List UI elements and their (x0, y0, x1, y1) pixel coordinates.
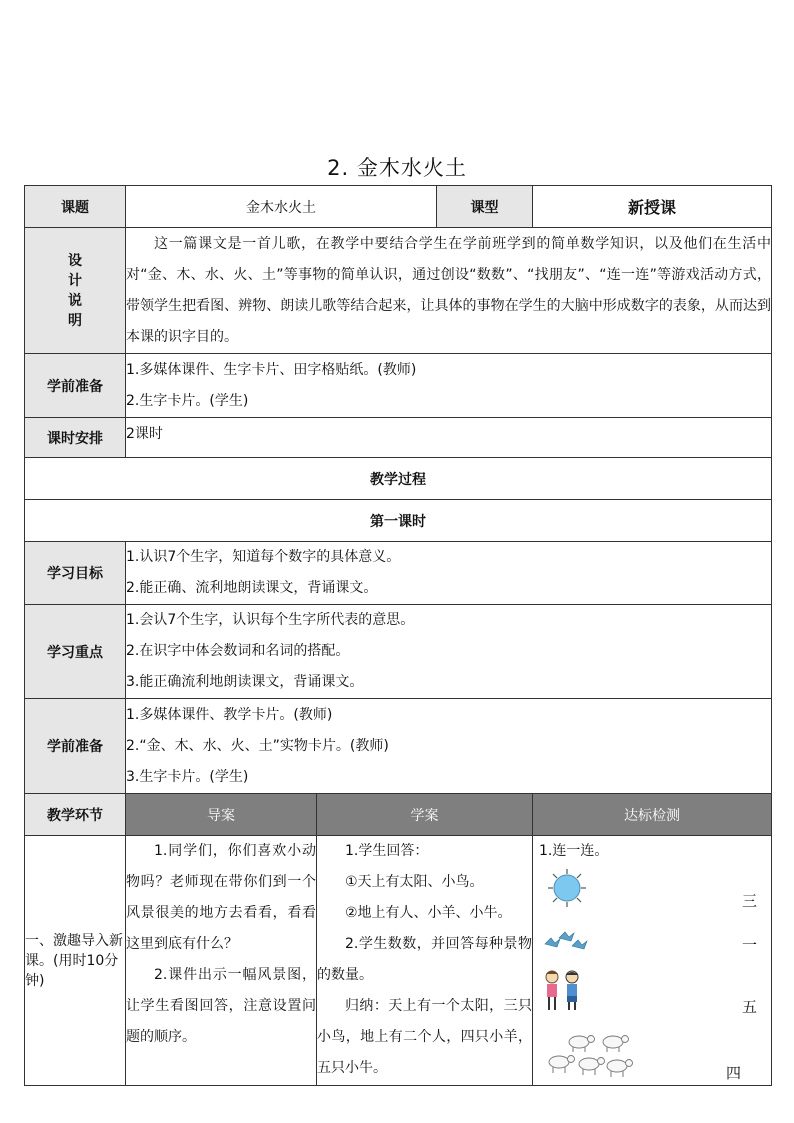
stage-cell: 一、激趣导入新课。(用时10分钟) (25, 836, 126, 1086)
check-number: 三 (741, 892, 757, 910)
schedule-text: 2课时 (126, 426, 163, 442)
design-row (25, 228, 772, 354)
design-label (25, 228, 126, 354)
design-label-char: 设 (68, 252, 82, 269)
check-number: 五 (741, 998, 757, 1016)
design-label-char: 计 (68, 272, 82, 289)
check-title: 1.连一连。 (539, 843, 609, 859)
lesson-plan-table (24, 185, 772, 1086)
guide-paragraph: 1.同学们，你们喜欢小动物吗？老师现在带你们到一个风景很美的地方去看看，看看这里到底有什么？ (126, 843, 316, 952)
study-paragraph: 归纳：天上有一个太阳，三只小鸟，地上有二个人，四只小羊，五只小牛。 (317, 998, 532, 1076)
guide-header: 导案 (126, 794, 317, 836)
list-item: 3.能正确流利地朗读课文，背诵课文。 (126, 674, 364, 690)
lesson-title: 第一课时 (25, 500, 772, 542)
list-item: 2.能正确、流利地朗读课文，背诵课文。 (126, 580, 378, 596)
list-item: 2.在识字中体会数词和名词的搭配。 (126, 643, 350, 659)
study-header: 学案 (317, 794, 533, 836)
children-icon (541, 970, 583, 1014)
prep2-items (126, 699, 772, 794)
study-paragraph: 1.学生回答： (345, 843, 429, 859)
goals-items (126, 542, 772, 605)
prep2-label: 学前准备 (25, 699, 126, 794)
check-number: 四 (725, 1064, 741, 1082)
table-row (25, 836, 772, 1086)
list-item: 1.多媒体课件、教学卡片。(教师) (126, 706, 333, 723)
columns-header-row (25, 794, 772, 836)
design-label-char: 明 (68, 312, 82, 329)
keypoints-items (126, 605, 772, 699)
birds-icon (543, 930, 589, 952)
study-paragraph: ②地上有人、小羊、小牛。 (345, 905, 512, 921)
process-title-row (25, 458, 772, 500)
guide-cell (126, 836, 317, 1086)
prep1-items (126, 354, 772, 418)
prep1-label: 学前准备 (25, 354, 126, 418)
sun-icon (547, 868, 587, 908)
process-title: 教学过程 (25, 458, 772, 500)
check-header: 达标检测 (533, 794, 772, 836)
keypoints-label: 学习重点 (25, 605, 126, 699)
stage-header: 教学环节 (25, 794, 126, 836)
page-title: 2. 金木水火土 (327, 156, 467, 180)
schedule-value (126, 418, 772, 458)
list-item: 3.生字卡片。(学生) (126, 768, 249, 785)
check-number: 一 (741, 936, 757, 954)
schedule-row (25, 418, 772, 458)
topic-value: 金木水火土 (126, 186, 437, 228)
sheep-icon (541, 1028, 637, 1080)
prep2-row (25, 699, 772, 794)
keypoints-row (25, 605, 772, 699)
study-cell (317, 836, 533, 1086)
guide-paragraph: 2.课件出示一幅风景图，让学生看图回答，注意设置问题的顺序。 (126, 967, 316, 1045)
schedule-label: 课时安排 (25, 418, 126, 458)
prep1-row (25, 354, 772, 418)
goals-label: 学习目标 (25, 542, 126, 605)
lesson-title-row (25, 500, 772, 542)
list-item: 2.生字卡片。(学生) (126, 392, 249, 409)
list-item: 1.认识7个生字，知道每个数字的具体意义。 (126, 549, 401, 565)
type-label: 课型 (437, 186, 533, 228)
study-paragraph: 2.学生数数，并回答每种景物的数量。 (317, 936, 532, 983)
topic-row (25, 186, 772, 228)
list-item: 2.“金、木、水、火、土”实物卡片。(教师) (126, 737, 389, 754)
list-item: 1.会认7个生字，认识每个生字所代表的意思。 (126, 612, 415, 628)
design-text: 这一篇课文是一首儿歌，在教学中要结合学生在学前班学到的简单数学知识，以及他们在生活中对“金、木、水、火、土”等事物的简单认识，通过创设“数数”、“找朋友”、“连一连”等游戏活动方式，带领学生把看图、辨物、朗读儿歌等结合起来，让具体的事物在学生的大脑中形成数字的表象，从而达到本课的识字目的。 (126, 228, 772, 354)
study-paragraph: ①天上有太阳、小鸟。 (345, 874, 484, 890)
type-value: 新授课 (533, 186, 772, 228)
goals-row (25, 542, 772, 605)
check-cell (533, 836, 772, 1086)
design-label-char: 说 (68, 292, 82, 309)
list-item: 1.多媒体课件、生字卡片、田字格贴纸。(教师) (126, 361, 417, 378)
topic-label: 课题 (25, 186, 126, 228)
